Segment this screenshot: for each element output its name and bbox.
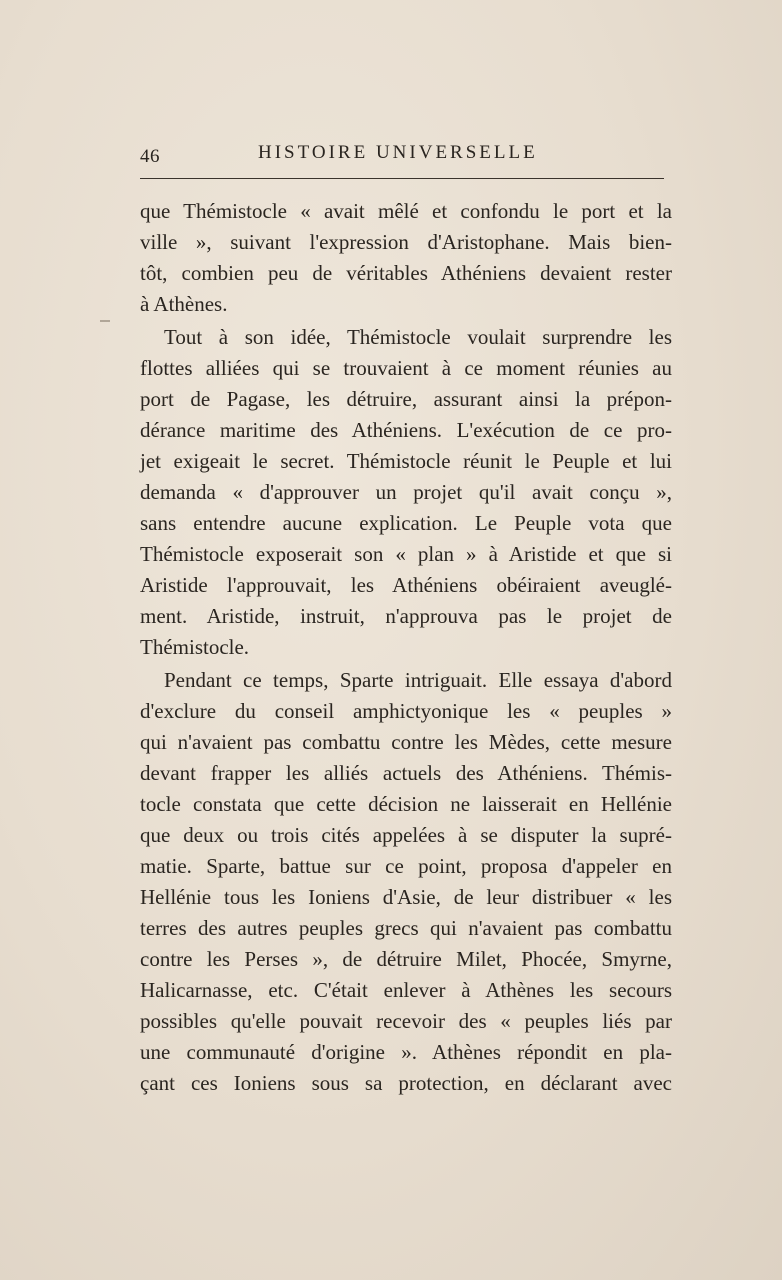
text-line: matie. Sparte, battue sur ce point, proposa d'appeler en <box>140 854 672 878</box>
page-header <box>140 140 666 170</box>
text-line: contre les Perses », de détruire Milet, Phocée, Smyrne, <box>140 947 672 971</box>
text-line: Pendant ce temps, Sparte intriguait. Elle essaya d'abord <box>164 668 672 692</box>
paragraph-1 <box>140 196 672 320</box>
text-line: tôt, combien peu de véritables Athéniens devaient rester <box>140 261 672 285</box>
text-line: dérance maritime des Athéniens. L'exécution de ce pro- <box>140 418 672 442</box>
text-line: devant frapper les alliés actuels des Athéniens. Thémis- <box>140 761 672 785</box>
header-rule <box>140 178 664 179</box>
text-line: terres des autres peuples grecs qui n'avaient pas combattu <box>140 916 672 940</box>
text-line: çant ces Ioniens sous sa protection, en déclarant avec <box>140 1071 672 1095</box>
paragraph-2 <box>140 322 672 663</box>
text-line: Aristide l'approuvait, les Athéniens obéiraient aveuglé- <box>140 573 672 597</box>
page-number: 46 <box>140 146 160 167</box>
text-line: que Thémistocle « avait mêlé et confondu le port et la <box>140 199 672 223</box>
text-line: ment. Aristide, instruit, n'approuva pas le projet de <box>140 604 672 628</box>
text-line: Halicarnasse, etc. C'était enlever à Athènes les secours <box>140 978 672 1002</box>
text-line: flottes alliées qui se trouvaient à ce moment réunies au <box>140 356 672 380</box>
text-line: possibles qu'elle pouvait recevoir des « peuples liés par <box>140 1009 672 1033</box>
text-line: jet exigeait le secret. Thémistocle réunit le Peuple et lui <box>140 449 672 473</box>
text-line: Hellénie tous les Ioniens d'Asie, de leur distribuer « les <box>140 885 672 909</box>
text-line: tocle constata que cette décision ne laisserait en Hellénie <box>140 792 672 816</box>
body-text <box>140 196 672 1099</box>
text-line: sans entendre aucune explication. Le Peuple vota que <box>140 511 672 535</box>
text-line: ville », suivant l'expression d'Aristophane. Mais bien- <box>140 230 672 254</box>
text-line: une communauté d'origine ». Athènes répondit en pla- <box>140 1040 672 1064</box>
text-line: qui n'avaient pas combattu contre les Mèdes, cette mesure <box>140 730 672 754</box>
text-line: Thémistocle. <box>140 635 250 659</box>
text-line: port de Pagase, les détruire, assurant ainsi la prépon- <box>140 387 672 411</box>
text-line: Thémistocle exposerait son « plan » à Aristide et que si <box>140 542 672 566</box>
text-line: que deux ou trois cités appelées à se disputer la supré- <box>140 823 672 847</box>
text-line: Tout à son idée, Thémistocle voulait surprendre les <box>164 325 672 349</box>
running-title: HISTOIRE UNIVERSELLE <box>258 142 538 163</box>
text-line: demanda « d'approuver un projet qu'il avait conçu », <box>140 480 672 504</box>
text-line: d'exclure du conseil amphictyonique les « peuples » <box>140 699 672 723</box>
text-line: à Athènes. <box>140 292 228 316</box>
paragraph-3 <box>140 665 672 1099</box>
margin-mark <box>100 320 110 322</box>
